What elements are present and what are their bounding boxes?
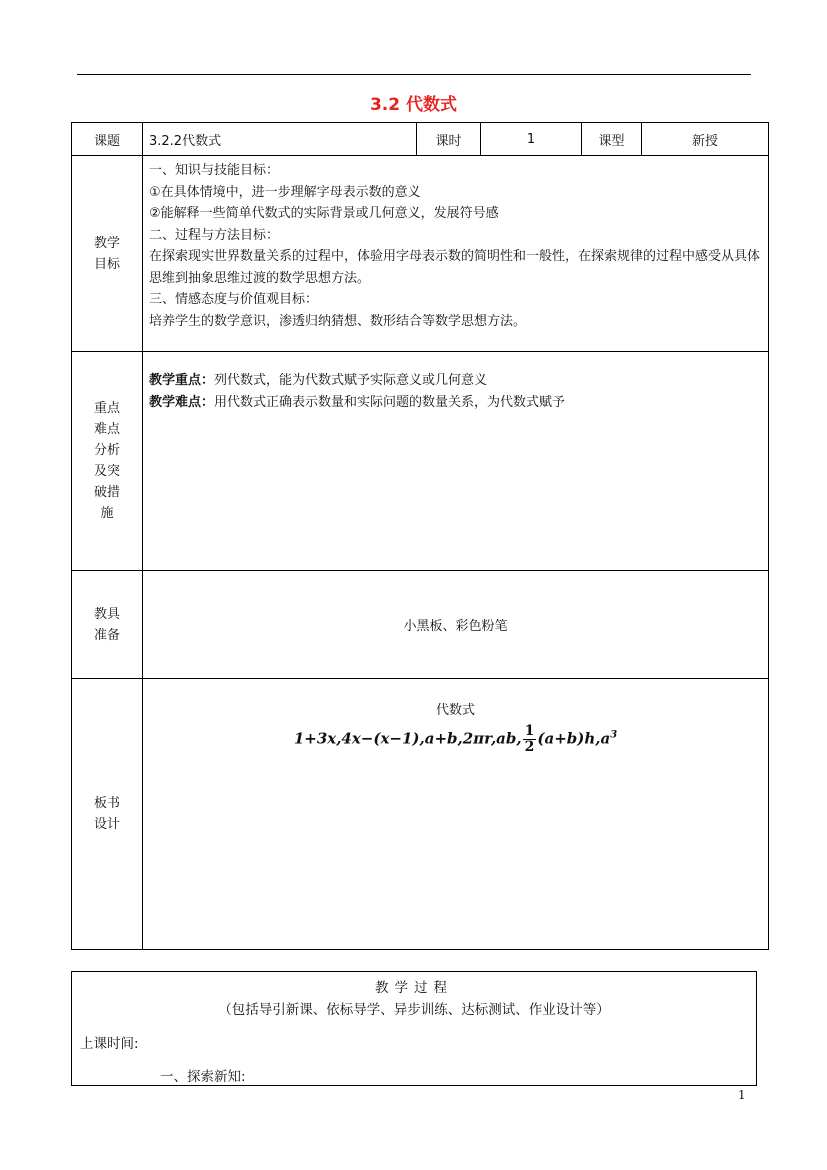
lesson-value: 3.2.2代数式: [143, 123, 417, 156]
section-explore: 一、探索新知:: [160, 1069, 246, 1085]
board-title: 代数式: [435, 703, 475, 718]
goals-line: 一、知识与技能目标：: [149, 163, 280, 178]
fraction-half: $\frac{1}{2}$: [524, 723, 535, 755]
formula-part2: (a+b)h,a: [537, 729, 611, 748]
keypoints-content: [143, 352, 769, 571]
goals-label: 教学目标: [72, 156, 143, 352]
keypoints-label: 重点难点分析及突破措施: [72, 352, 143, 571]
top-rule: [77, 74, 751, 75]
goals-line: ①在具体情境中，进一步理解字母表示数的意义: [149, 184, 421, 200]
lesson-plan-table: [71, 122, 769, 950]
difficulty-text: 用代数式正确表示数量和实际问题的数量关系，为代数式赋予: [214, 394, 566, 410]
board-content: [143, 679, 769, 950]
board-formula: [143, 724, 768, 755]
focus-label: 教学重点：: [149, 373, 215, 388]
goals-line: 二、过程与方法目标：: [149, 227, 280, 243]
keypoints-row: [72, 352, 769, 571]
tools-content: 小黑板、彩色粉笔: [143, 571, 769, 679]
goals-line: 在探索现实世界数量关系的过程中，体验用字母表示数的简明性和一般性，在探索规律的过程中感受从具体思维到抽象思维过渡的数学思想方法。: [149, 249, 761, 286]
goals-line: 三、情感态度与价值观目标：: [149, 292, 319, 307]
goals-content: [143, 156, 769, 352]
tools-row: [72, 571, 769, 679]
board-row: [72, 679, 769, 950]
type-value: 新授: [642, 123, 769, 156]
formula-exponent: 3: [610, 729, 618, 741]
period-label: 课时: [417, 123, 481, 156]
tools-label: 教具准备: [72, 571, 143, 679]
lesson-label: 课题: [72, 123, 143, 156]
page-title: 3.2 代数式: [369, 95, 458, 115]
goals-row: [72, 156, 769, 352]
class-time-label: 上课时间:: [80, 1036, 139, 1052]
period-value: 1: [481, 123, 582, 156]
page-number: 1: [738, 1088, 746, 1102]
process-subheading: （包括导引新课、依标导学、异步训练、达标测试、作业设计等）: [218, 1002, 610, 1018]
goals-line: 培养学生的数学意识，渗透归纳猜想、数形结合等数学思想方法。: [149, 313, 527, 329]
goals-line: ②能解释一些简单代数式的实际背景或几何意义，发展符号感: [149, 206, 499, 221]
teaching-process-box: [71, 971, 757, 1086]
process-heading: 教学过程: [375, 980, 453, 996]
focus-text: 列代数式，能为代数式赋予实际意义或几何意义: [214, 373, 488, 388]
difficulty-label: 教学难点：: [149, 394, 215, 410]
board-label: 板书设计: [72, 679, 143, 950]
formula-part1: 1+3x,4x−(x−1),a+b,2πr,ab,: [293, 729, 522, 748]
header-row: [72, 123, 769, 156]
type-label: 课型: [582, 123, 642, 156]
